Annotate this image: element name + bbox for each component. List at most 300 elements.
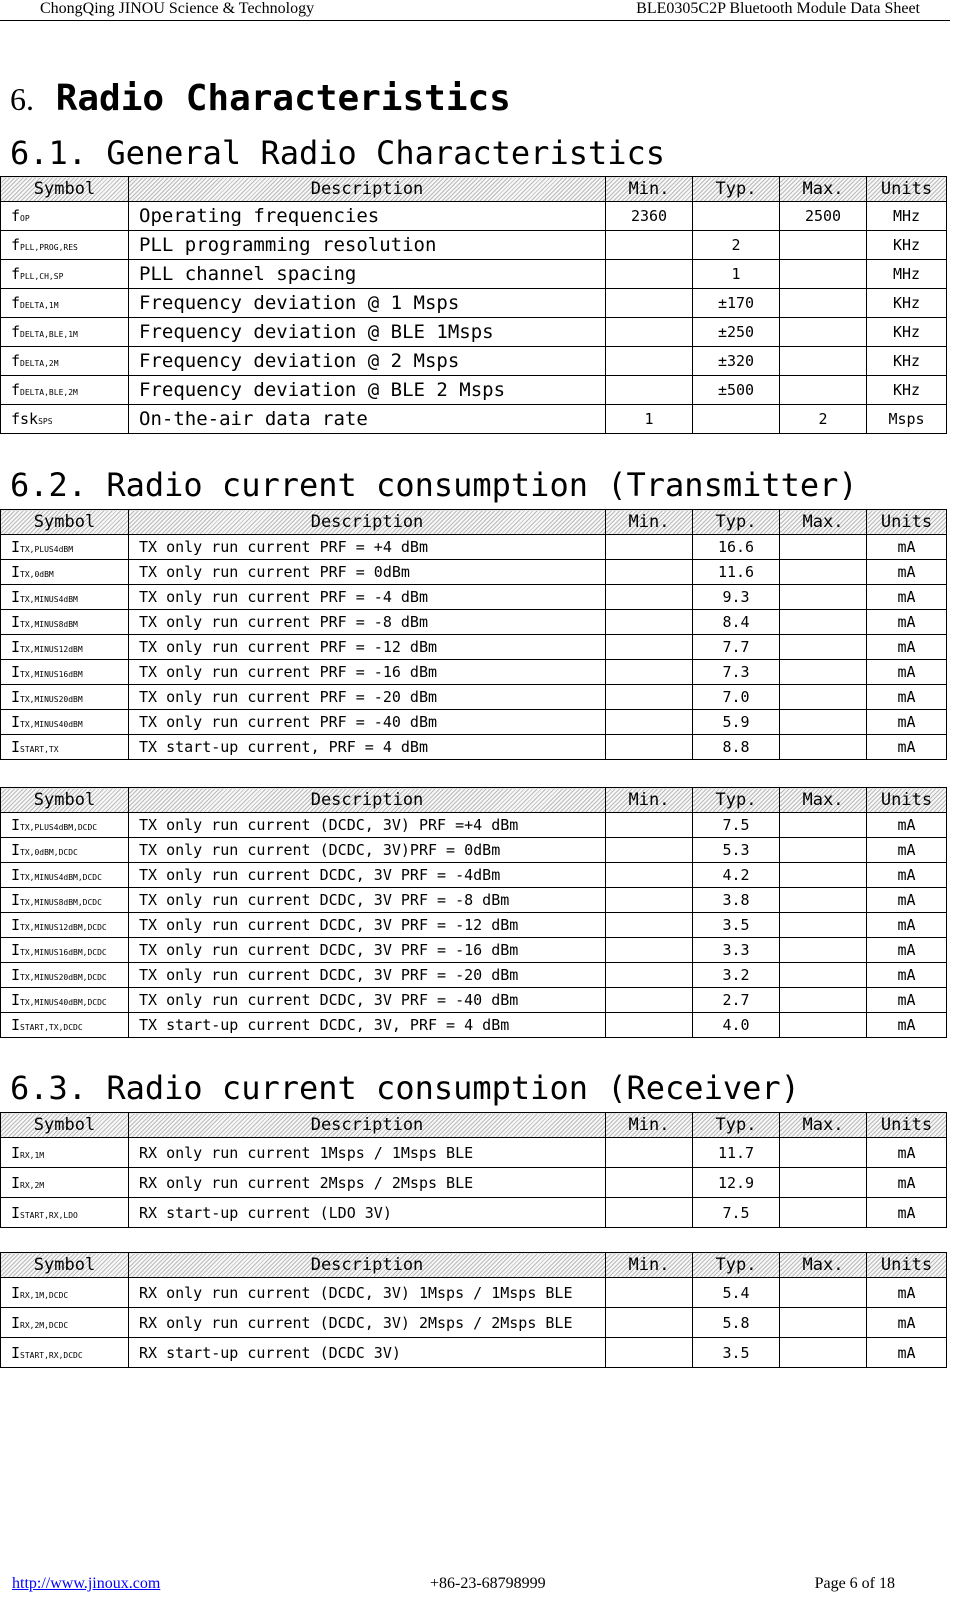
symbol-subscript: DELTA,1M <box>20 301 59 310</box>
description-cell: TX only run current (DCDC, 3V) PRF =+4 dBm <box>129 813 606 838</box>
column-header-symbol: Symbol <box>1 177 129 202</box>
description-cell: TX only run current DCDC, 3V PRF = -12 dBm <box>129 913 606 938</box>
typ-cell: 4.0 <box>693 1013 780 1038</box>
symbol-main: I <box>11 1203 21 1222</box>
table-header-row <box>1 1253 947 1278</box>
table-row <box>1 1278 947 1308</box>
units-cell: mA <box>867 710 947 735</box>
typ-cell: 3.2 <box>693 963 780 988</box>
table-row <box>1 231 947 260</box>
symbol-cell <box>1 635 129 660</box>
symbol-main: I <box>11 1016 21 1034</box>
units-cell: MHz <box>867 202 947 231</box>
symbol-subscript: DELTA,BLE,2M <box>20 388 78 397</box>
units-cell: KHz <box>867 318 947 347</box>
min-cell <box>606 635 693 660</box>
symbol-cell <box>1 1338 129 1368</box>
symbol-main: f <box>11 207 21 225</box>
units-cell: mA <box>867 1013 947 1038</box>
symbol-subscript: TX,MINUS4dBM <box>20 595 78 604</box>
column-header-description: Description <box>129 177 606 202</box>
column-header-description: Description <box>129 1113 606 1138</box>
symbol-cell <box>1 813 129 838</box>
header-doc-title: BLE0305C2P Bluetooth Module Data Sheet <box>636 0 920 17</box>
column-header-min: Min. <box>606 510 693 535</box>
max-cell <box>780 1338 867 1368</box>
symbol-main: I <box>11 588 21 606</box>
min-cell <box>606 710 693 735</box>
symbol-subscript: TX,MINUS40dBM <box>20 720 83 729</box>
symbol-main: I <box>11 1173 21 1192</box>
min-cell <box>606 913 693 938</box>
column-header-typ: Typ. <box>693 510 780 535</box>
units-cell: mA <box>867 913 947 938</box>
min-cell <box>606 1168 693 1198</box>
symbol-main: f <box>11 236 21 254</box>
column-header-units: Units <box>867 1113 947 1138</box>
column-header-typ: Typ. <box>693 788 780 813</box>
description-cell: Operating frequencies <box>129 202 606 231</box>
typ-cell: 3.5 <box>693 1338 780 1368</box>
description-cell: Frequency deviation @ BLE 2 Msps <box>129 376 606 405</box>
max-cell <box>780 1308 867 1338</box>
column-header-typ: Typ. <box>693 1253 780 1278</box>
column-header-symbol: Symbol <box>1 510 129 535</box>
description-cell: RX only run current 2Msps / 2Msps BLE <box>129 1168 606 1198</box>
typ-cell: 5.4 <box>693 1278 780 1308</box>
min-cell <box>606 1198 693 1228</box>
typ-cell: 3.8 <box>693 888 780 913</box>
symbol-cell <box>1 988 129 1013</box>
symbol-main: I <box>11 941 21 959</box>
table-row <box>1 938 947 963</box>
max-cell <box>780 938 867 963</box>
units-cell: mA <box>867 685 947 710</box>
column-header-typ: Typ. <box>693 177 780 202</box>
symbol-cell <box>1 735 129 760</box>
symbol-subscript: PLL,CH,SP <box>20 272 64 281</box>
typ-cell: 9.3 <box>693 585 780 610</box>
tx-ldo-table <box>0 509 947 760</box>
table-row <box>1 660 947 685</box>
page-header <box>0 0 950 21</box>
typ-cell <box>693 405 780 434</box>
symbol-cell <box>1 318 129 347</box>
typ-cell: ±250 <box>693 318 780 347</box>
min-cell <box>606 535 693 560</box>
symbol-subscript: RX,2M,DCDC <box>20 1320 69 1330</box>
symbol-cell <box>1 1013 129 1038</box>
typ-cell: 5.3 <box>693 838 780 863</box>
symbol-main: I <box>11 713 21 731</box>
symbol-cell <box>1 1198 129 1228</box>
symbol-cell <box>1 838 129 863</box>
section-6-title: Radio Characteristics <box>55 78 511 119</box>
units-cell: KHz <box>867 347 947 376</box>
rx-ldo-table <box>0 1112 947 1228</box>
typ-cell: 4.2 <box>693 863 780 888</box>
min-cell <box>606 376 693 405</box>
units-cell: MHz <box>867 260 947 289</box>
max-cell: 2 <box>780 405 867 434</box>
symbol-main: I <box>11 866 21 884</box>
typ-cell: 5.8 <box>693 1308 780 1338</box>
symbol-cell <box>1 1278 129 1308</box>
table-row <box>1 888 947 913</box>
section-6-heading <box>10 78 511 119</box>
max-cell <box>780 347 867 376</box>
symbol-subscript: TX,PLUS4dBM <box>20 545 74 554</box>
symbol-subscript: OP <box>20 214 30 223</box>
column-header-units: Units <box>867 510 947 535</box>
symbol-cell <box>1 1138 129 1168</box>
symbol-cell <box>1 260 129 289</box>
symbol-cell <box>1 347 129 376</box>
typ-cell: ±320 <box>693 347 780 376</box>
min-cell <box>606 660 693 685</box>
typ-cell: 12.9 <box>693 1168 780 1198</box>
max-cell <box>780 318 867 347</box>
description-cell: RX start-up current (LDO 3V) <box>129 1198 606 1228</box>
description-cell: TX start-up current, PRF = 4 dBm <box>129 735 606 760</box>
units-cell: mA <box>867 963 947 988</box>
typ-cell: 1 <box>693 260 780 289</box>
typ-cell: 5.9 <box>693 710 780 735</box>
min-cell <box>606 260 693 289</box>
units-cell: Msps <box>867 405 947 434</box>
column-header-min: Min. <box>606 177 693 202</box>
column-header-max: Max. <box>780 1253 867 1278</box>
units-cell: mA <box>867 735 947 760</box>
section-6-2-heading: 6.2. Radio current consumption (Transmitter) <box>10 466 858 504</box>
symbol-subscript: TX,MINUS12dBM,DCDC <box>20 923 107 932</box>
symbol-cell <box>1 963 129 988</box>
units-cell: mA <box>867 535 947 560</box>
description-cell: TX only run current DCDC, 3V PRF = -8 dBm <box>129 888 606 913</box>
typ-cell: 7.5 <box>693 1198 780 1228</box>
symbol-main: I <box>11 688 21 706</box>
units-cell: mA <box>867 838 947 863</box>
max-cell <box>780 535 867 560</box>
min-cell <box>606 347 693 376</box>
symbol-cell <box>1 202 129 231</box>
symbol-main: I <box>11 563 21 581</box>
column-header-symbol: Symbol <box>1 788 129 813</box>
max-cell <box>780 863 867 888</box>
table-row <box>1 735 947 760</box>
typ-cell: 8.8 <box>693 735 780 760</box>
min-cell <box>606 938 693 963</box>
min-cell <box>606 735 693 760</box>
units-cell: KHz <box>867 289 947 318</box>
min-cell <box>606 888 693 913</box>
description-cell: RX only run current 1Msps / 1Msps BLE <box>129 1138 606 1168</box>
min-cell <box>606 585 693 610</box>
symbol-main: f <box>11 323 21 341</box>
symbol-cell <box>1 1168 129 1198</box>
table-row <box>1 988 947 1013</box>
symbol-main: I <box>11 738 21 756</box>
min-cell <box>606 610 693 635</box>
table-row <box>1 863 947 888</box>
symbol-subscript: RX,2M <box>20 1180 45 1190</box>
description-cell: TX only run current PRF = 0dBm <box>129 560 606 585</box>
description-cell: TX only run current PRF = -8 dBm <box>129 610 606 635</box>
description-cell: TX only run current PRF = -12 dBm <box>129 635 606 660</box>
description-cell: PLL channel spacing <box>129 260 606 289</box>
units-cell: mA <box>867 1138 947 1168</box>
symbol-main: I <box>11 891 21 909</box>
table-row <box>1 913 947 938</box>
description-cell: TX only run current PRF = -4 dBm <box>129 585 606 610</box>
column-header-typ: Typ. <box>693 1113 780 1138</box>
symbol-cell <box>1 1308 129 1338</box>
symbol-main: I <box>11 638 21 656</box>
symbol-cell <box>1 585 129 610</box>
column-header-min: Min. <box>606 1253 693 1278</box>
max-cell <box>780 635 867 660</box>
symbol-main: fsk <box>11 410 39 428</box>
table-row <box>1 202 947 231</box>
table-row <box>1 1308 947 1338</box>
table-row <box>1 710 947 735</box>
table-row <box>1 635 947 660</box>
max-cell <box>780 913 867 938</box>
symbol-cell <box>1 535 129 560</box>
typ-cell: 3.3 <box>693 938 780 963</box>
column-header-min: Min. <box>606 788 693 813</box>
table-row <box>1 318 947 347</box>
symbol-cell <box>1 289 129 318</box>
table-row <box>1 560 947 585</box>
max-cell: 2500 <box>780 202 867 231</box>
units-cell: mA <box>867 560 947 585</box>
table-row <box>1 610 947 635</box>
min-cell: 2360 <box>606 202 693 231</box>
symbol-cell <box>1 863 129 888</box>
table-row <box>1 838 947 863</box>
min-cell <box>606 813 693 838</box>
symbol-cell <box>1 560 129 585</box>
description-cell: TX start-up current DCDC, 3V, PRF = 4 dBm <box>129 1013 606 1038</box>
table-row <box>1 347 947 376</box>
symbol-subscript: TX,MINUS16dBM <box>20 670 83 679</box>
symbol-main: I <box>11 841 21 859</box>
symbol-subscript: TX,0dBM <box>20 570 54 579</box>
symbol-cell <box>1 685 129 710</box>
table-row <box>1 1138 947 1168</box>
column-header-max: Max. <box>780 1113 867 1138</box>
max-cell <box>780 585 867 610</box>
table-row <box>1 405 947 434</box>
symbol-subscript: START,RX,DCDC <box>20 1350 83 1360</box>
typ-cell: 3.5 <box>693 913 780 938</box>
column-header-units: Units <box>867 177 947 202</box>
symbol-subscript: TX,MINUS12dBM <box>20 645 83 654</box>
units-cell: mA <box>867 585 947 610</box>
symbol-subscript: START,TX <box>20 745 59 754</box>
section-6-number: 6. <box>10 81 34 117</box>
max-cell <box>780 1168 867 1198</box>
symbol-subscript: DELTA,2M <box>20 359 59 368</box>
min-cell <box>606 685 693 710</box>
units-cell: mA <box>867 610 947 635</box>
symbol-subscript: PLL,PROG,RES <box>20 243 78 252</box>
column-header-description: Description <box>129 788 606 813</box>
max-cell <box>780 560 867 585</box>
description-cell: Frequency deviation @ 1 Msps <box>129 289 606 318</box>
typ-cell: 7.5 <box>693 813 780 838</box>
symbol-main: I <box>11 991 21 1009</box>
typ-cell: 2.7 <box>693 988 780 1013</box>
max-cell <box>780 838 867 863</box>
description-cell: RX only run current (DCDC, 3V) 1Msps / 1Msps BLE <box>129 1278 606 1308</box>
max-cell <box>780 735 867 760</box>
description-cell: TX only run current DCDC, 3V PRF = -16 dBm <box>129 938 606 963</box>
symbol-subscript: TX,MINUS40dBM,DCDC <box>20 998 107 1007</box>
min-cell <box>606 988 693 1013</box>
description-cell: TX only run current PRF = +4 dBm <box>129 535 606 560</box>
typ-cell: 11.6 <box>693 560 780 585</box>
symbol-cell <box>1 376 129 405</box>
min-cell <box>606 1308 693 1338</box>
min-cell <box>606 963 693 988</box>
description-cell: TX only run current PRF = -20 dBm <box>129 685 606 710</box>
max-cell <box>780 988 867 1013</box>
max-cell <box>780 685 867 710</box>
units-cell: KHz <box>867 376 947 405</box>
table-row <box>1 1198 947 1228</box>
max-cell <box>780 1278 867 1308</box>
symbol-subscript: TX,MINUS4dBM,DCDC <box>20 873 102 882</box>
description-cell: RX only run current (DCDC, 3V) 2Msps / 2Msps BLE <box>129 1308 606 1338</box>
symbol-cell <box>1 888 129 913</box>
symbol-main: I <box>11 1313 21 1332</box>
min-cell <box>606 1013 693 1038</box>
table-row <box>1 260 947 289</box>
table-row <box>1 535 947 560</box>
min-cell <box>606 838 693 863</box>
symbol-main: f <box>11 294 21 312</box>
table-row <box>1 376 947 405</box>
table-row <box>1 963 947 988</box>
max-cell <box>780 376 867 405</box>
symbol-main: I <box>11 1343 21 1362</box>
column-header-symbol: Symbol <box>1 1113 129 1138</box>
units-cell: mA <box>867 863 947 888</box>
table-header-row <box>1 510 947 535</box>
symbol-main: I <box>11 613 21 631</box>
symbol-main: f <box>11 265 21 283</box>
typ-cell: ±170 <box>693 289 780 318</box>
table-row <box>1 685 947 710</box>
symbol-main: I <box>11 1283 21 1302</box>
header-company: ChongQing JINOU Science & Technology <box>40 0 315 17</box>
column-header-symbol: Symbol <box>1 1253 129 1278</box>
section-6-3-heading: 6.3. Radio current consumption (Receiver) <box>10 1069 800 1107</box>
typ-cell: 7.7 <box>693 635 780 660</box>
table-row <box>1 813 947 838</box>
description-cell: TX only run current DCDC, 3V PRF = -20 dBm <box>129 963 606 988</box>
symbol-main: I <box>11 966 21 984</box>
symbol-cell <box>1 610 129 635</box>
description-cell: PLL programming resolution <box>129 231 606 260</box>
symbol-cell <box>1 938 129 963</box>
units-cell: mA <box>867 988 947 1013</box>
min-cell <box>606 1138 693 1168</box>
min-cell <box>606 318 693 347</box>
typ-cell <box>693 202 780 231</box>
units-cell: mA <box>867 938 947 963</box>
description-cell: TX only run current PRF = -16 dBm <box>129 660 606 685</box>
symbol-main: f <box>11 381 21 399</box>
table-row <box>1 585 947 610</box>
column-header-min: Min. <box>606 1113 693 1138</box>
description-cell: TX only run current DCDC, 3V PRF = -4dBm <box>129 863 606 888</box>
description-cell: Frequency deviation @ BLE 1Msps <box>129 318 606 347</box>
symbol-main: f <box>11 352 21 370</box>
max-cell <box>780 710 867 735</box>
footer-phone: +86-23-68798999 <box>430 1575 546 1592</box>
units-cell: mA <box>867 1338 947 1368</box>
min-cell <box>606 560 693 585</box>
table-header-row <box>1 177 947 202</box>
symbol-cell <box>1 405 129 434</box>
rx-dcdc-table <box>0 1252 947 1368</box>
table-row <box>1 1338 947 1368</box>
max-cell <box>780 813 867 838</box>
symbol-subscript: TX,MINUS20dBM <box>20 695 83 704</box>
symbol-subscript: TX,PLUS4dBM,DCDC <box>20 823 98 832</box>
units-cell: KHz <box>867 231 947 260</box>
table-header-row <box>1 788 947 813</box>
max-cell <box>780 260 867 289</box>
section-6-1-heading: 6.1. General Radio Characteristics <box>10 134 666 172</box>
symbol-subscript: RX,1M,DCDC <box>20 1290 69 1300</box>
description-cell: TX only run current (DCDC, 3V)PRF = 0dBm <box>129 838 606 863</box>
website-link[interactable]: http://www.jinoux.com <box>12 1575 161 1592</box>
symbol-subscript: TX,MINUS16dBM,DCDC <box>20 948 107 957</box>
description-cell: Frequency deviation @ 2 Msps <box>129 347 606 376</box>
units-cell: mA <box>867 813 947 838</box>
description-cell: On-the-air data rate <box>129 405 606 434</box>
description-cell: TX only run current PRF = -40 dBm <box>129 710 606 735</box>
max-cell <box>780 660 867 685</box>
column-header-max: Max. <box>780 177 867 202</box>
min-cell: 1 <box>606 405 693 434</box>
symbol-main: I <box>11 538 21 556</box>
symbol-subscript: TX,MINUS8dBM <box>20 620 78 629</box>
page-number: Page 6 of 18 <box>814 1575 895 1592</box>
symbol-main: I <box>11 916 21 934</box>
symbol-subscript: START,RX,LDO <box>20 1210 78 1220</box>
typ-cell: ±500 <box>693 376 780 405</box>
typ-cell: 8.4 <box>693 610 780 635</box>
table-row <box>1 1168 947 1198</box>
symbol-subscript: TX,MINUS8dBM,DCDC <box>20 898 102 907</box>
max-cell <box>780 231 867 260</box>
symbol-main: I <box>11 1143 21 1162</box>
min-cell <box>606 863 693 888</box>
min-cell <box>606 231 693 260</box>
max-cell <box>780 610 867 635</box>
column-header-description: Description <box>129 1253 606 1278</box>
symbol-subscript: START,TX,DCDC <box>20 1023 83 1032</box>
symbol-main: I <box>11 663 21 681</box>
units-cell: mA <box>867 1278 947 1308</box>
units-cell: mA <box>867 635 947 660</box>
symbol-subscript: TX,0dBM,DCDC <box>20 848 78 857</box>
